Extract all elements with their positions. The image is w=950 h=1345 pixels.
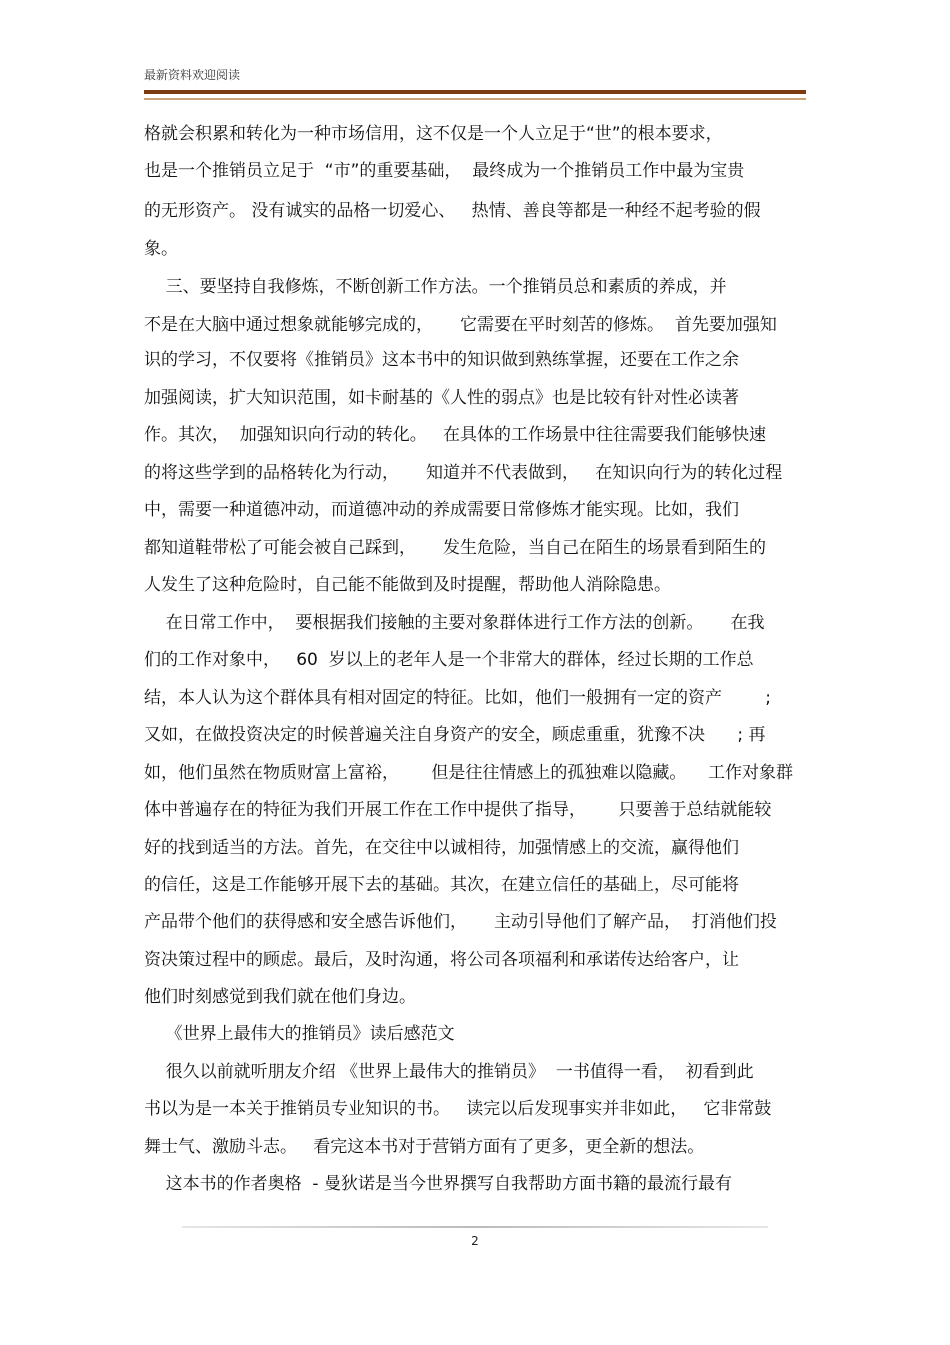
text-line: 产品带个他们的获得感和安全感告诉他们， 主动引导他们了解产品， 打消他们投: [144, 912, 777, 932]
text-line: 这本书的作者奥格 - 曼狄诺是当今世界撰写自我帮助方面书籍的最流行最有: [144, 1174, 732, 1194]
text-line: 们的工作对象中， 60 岁以上的老年人是一个非常大的群体，经过长期的工作总: [144, 650, 754, 670]
running-header: 最新资料欢迎阅读: [144, 68, 241, 82]
text-line: 又如，在做投资决定的时候普遍关注自身资产的安全，顾虑重重，犹豫不决 ; 再: [144, 725, 766, 745]
text-line: 格就会积累和转化为一种市场信用，这不仅是一个人立足于“世”的根本要求，: [144, 124, 723, 144]
text-line: 加强阅读，扩大知识范围，如卡耐基的《人性的弱点》也是比较有针对性必读著: [144, 388, 739, 408]
text-line: 结，本人认为这个群体具有相对固定的特征。比如，他们一般拥有一定的资产 ;: [144, 688, 771, 708]
text-line: 的无形资产。 没有诚实的品格一切爱心、 热情、善良等都是一种经不起考验的假: [144, 201, 761, 221]
section-heading: 《世界上最伟大的推销员》读后感范文: [144, 1024, 455, 1044]
text-line: 在日常工作中， 要根据我们接触的主要对象群体进行工作方法的创新。 在我: [144, 613, 765, 633]
text-line: 书以为是一本关于推销员专业知识的书。 读完以后发现事实并非如此， 它非常鼓: [144, 1099, 772, 1119]
text-line: 都知道鞋带松了可能会被自己踩到， 发生危险，当自己在陌生的场景看到陌生的: [144, 538, 767, 558]
text-line: 的信任，这是工作能够开展下去的基础。其次，在建立信任的基础上，尽可能将: [144, 875, 739, 895]
text-line: 很久以前就听朋友介绍 《世界上最伟大的推销员》 一书值得一看， 初看到此: [144, 1062, 754, 1082]
text-line: 不是在大脑中通过想象就能够完成的， 它需要在平时刻苦的修炼。 首先要加强知: [144, 315, 777, 335]
text-line: 的将这些学到的品格转化为行动， 知道并不代表做到， 在知识向行为的转化过程: [144, 463, 783, 483]
text-line: 识的学习，不仅要将《推销员》这本书中的知识做到熟练掌握，还要在工作之余: [144, 350, 739, 370]
text-line: 作。其次， 加强知识向行动的转化。 在具体的工作场景中往往需要我们能够快速: [144, 425, 767, 445]
text-line: 三、要坚持自我修炼，不断创新工作方法。一个推销员总和素质的养成，并: [144, 277, 727, 297]
text-line: 人发生了这种危险时，自己能不能做到及时提醒，帮助他人消除隐患。: [144, 575, 671, 595]
text-line: 也是一个推销员立足于 “市”的重要基础， 最终成为一个推销员工作中最为宝贵: [144, 161, 745, 181]
header-rule-thick: [144, 90, 806, 94]
text-line: 中，需要一种道德冲动，而道德冲动的养成需要日常修炼才能实现。比如，我们: [144, 500, 739, 520]
text-line: 象。: [144, 239, 178, 259]
text-line: 资决策过程中的顾虑。最后，及时沟通，将公司各项福利和承诺传达给客户，让: [144, 950, 739, 970]
text-line: 如，他们虽然在物质财富上富裕， 但是往往情感上的孤独难以隐藏。 工作对象群: [144, 763, 794, 783]
text-line: 体中普遍存在的特征为我们开展工作在工作中提供了指导， 只要善于总结就能较: [144, 800, 772, 820]
page-number: 2: [471, 1234, 479, 1248]
footer-rule: [182, 1226, 768, 1228]
header-rule-thin: [144, 98, 806, 100]
text-line: 好的找到适当的方法。首先，在交往中以诚相待，加强情感上的交流，赢得他们: [144, 838, 739, 858]
text-line: 舞士气、激励斗志。 看完这本书对于营销方面有了更多，更全新的想法。: [144, 1137, 705, 1157]
text-line: 他们时刻感觉到我们就在他们身边。: [144, 987, 416, 1007]
